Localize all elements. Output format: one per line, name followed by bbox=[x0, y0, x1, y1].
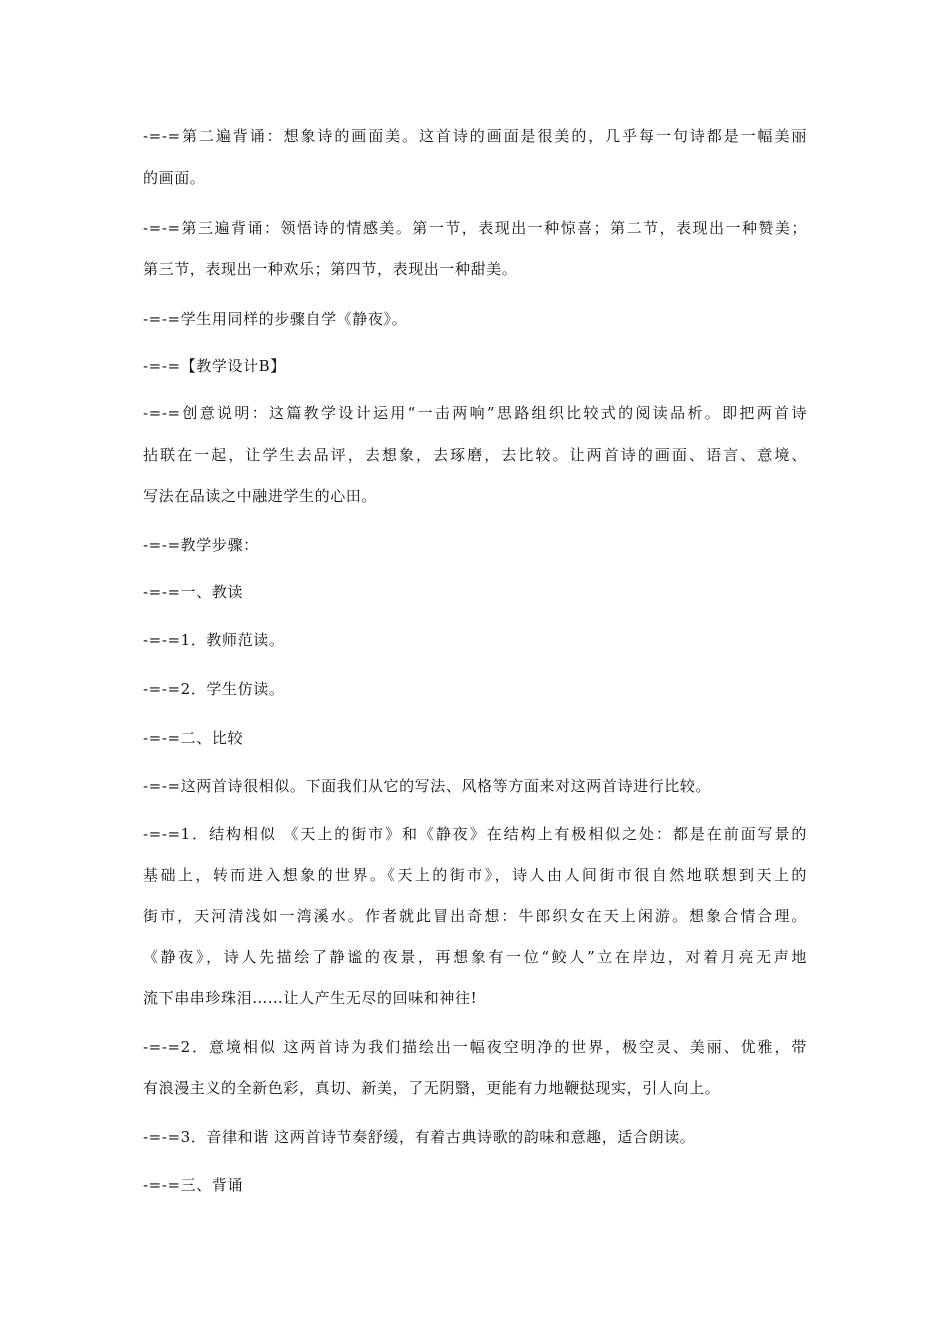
text-line: 写法在品读之中融进学生的心田。 bbox=[143, 487, 378, 505]
section-heading: -=-=【教学设计B】 bbox=[143, 357, 286, 375]
text-line: -=-=创意说明：这篇教学设计运用“一击两响”思路组织比较式的阅读品析。即把两首诗 bbox=[143, 404, 807, 422]
text-line: -=-=二、比较 bbox=[143, 729, 244, 747]
text-line: 拈联在一起，让学生去品评，去想象，去琢磨，去比较。让两首诗的画面、语言、意境、 bbox=[143, 446, 807, 464]
text-line: -=-=3．音律和谐 这两首诗节奏舒缓，有着古典诗歌的韵味和意趣，适合朗读。 bbox=[143, 1128, 696, 1146]
text-line: 流下串串珍珠泪……让人产生无尽的回味和神往! bbox=[143, 989, 478, 1007]
text-line: -=-=一、教读 bbox=[143, 583, 244, 601]
text-line: -=-=2．学生仿读。 bbox=[143, 680, 285, 698]
text-line: -=-=这两首诗很相似。下面我们从它的写法、风格等方面来对这两首诗进行比较。 bbox=[143, 777, 712, 795]
text-line: -=-=1．结构相似 《天上的街市》和《静夜》在结构上有极相似之处：都是在前面写景的 bbox=[143, 825, 807, 843]
text-line: 基础上，转而进入想象的世界。《天上的街市》，诗人由人间街市很自然地联想到天上的 bbox=[143, 866, 807, 884]
text-line: -=-=1．教师范读。 bbox=[143, 631, 285, 649]
text-line: -=-=2．意境相似 这两首诗为我们描绘出一幅夜空明净的世界，极空灵、美丽、优雅，带 bbox=[143, 1038, 807, 1056]
text-line: 街市，天河清浅如一湾溪水。作者就此冒出奇想：牛郎织女在天上闲游。想象合情合理。 bbox=[143, 907, 807, 925]
text-line: -=-=学生用同样的步骤自学《静夜》。 bbox=[143, 310, 408, 328]
text-line: 有浪漫主义的全新色彩，真切、新美，了无阴翳，更能有力地鞭挞现实，引人向上。 bbox=[143, 1079, 721, 1097]
text-line: 的画面。 bbox=[143, 169, 206, 187]
text-line: -=-=第二遍背诵：想象诗的画面美。这首诗的画面是很美的，几乎每一句诗都是一幅美丽 bbox=[143, 127, 807, 145]
text-line: -=-=教学步骤： bbox=[143, 536, 259, 554]
text-line: -=-=三、背诵 bbox=[143, 1176, 244, 1194]
text-line: 第三节，表现出一种欢乐；第四节，表现出一种甜美。 bbox=[143, 260, 518, 278]
text-line: -=-=第三遍背诵：领悟诗的情感美。第一节，表现出一种惊喜；第二节，表现出一种赞美； bbox=[143, 219, 807, 237]
text-line: 《静夜》，诗人先描绘了静谧的夜景，再想象有一位“鲛人”立在岸边，对着月亮无声地 bbox=[143, 948, 807, 966]
